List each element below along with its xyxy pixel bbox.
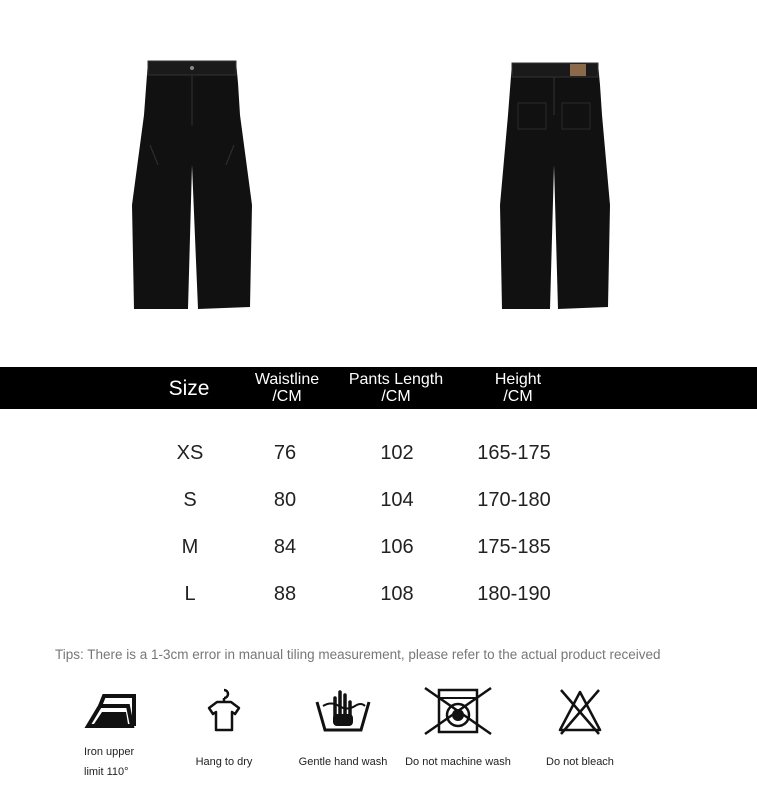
height-cell: 180-190 [477,583,551,605]
measurement-tip: Tips: There is a 1-3cm error in manual tiling measurement, please refer to the actual product received [55,647,661,662]
height-cell: 165-175 [477,442,551,464]
size-cell: M [181,536,199,558]
iron-icon [82,686,142,736]
no-machine-wash-icon [423,686,493,736]
length-cell: 106 [380,536,414,558]
header-pants-length: Pants Length /CM [348,371,444,405]
table-row [0,442,757,472]
size-table-header [0,367,757,409]
hang-dry-icon [199,686,249,736]
length-cell: 108 [380,583,414,605]
table-row [0,536,757,566]
pants-front-image [80,55,310,325]
height-cell: 170-180 [477,489,551,511]
pants-back-image [446,55,676,325]
table-row [0,583,757,613]
care-hand-wash: Gentle hand wash [278,686,408,772]
waist-cell: 80 [273,489,297,511]
header-size: Size [168,376,210,400]
waist-cell: 88 [273,583,297,605]
waist-cell: 76 [273,442,297,464]
no-bleach-icon [555,686,605,736]
length-cell: 104 [380,489,414,511]
length-cell: 102 [380,442,414,464]
header-waistline: Waistline /CM [254,371,320,405]
care-hang-dry: Hang to dry [159,686,289,772]
size-cell: XS [176,442,204,464]
table-row [0,489,757,519]
size-cell: L [184,583,196,605]
care-no-machine-wash: Do not machine wash [393,686,523,772]
header-height: Height /CM [494,371,542,405]
care-iron: Iron upper limit 110° [47,686,177,782]
size-cell: S [183,489,197,511]
height-cell: 175-185 [477,536,551,558]
waist-cell: 84 [273,536,297,558]
hand-wash-icon [313,686,373,736]
care-no-bleach: Do not bleach [515,686,645,772]
